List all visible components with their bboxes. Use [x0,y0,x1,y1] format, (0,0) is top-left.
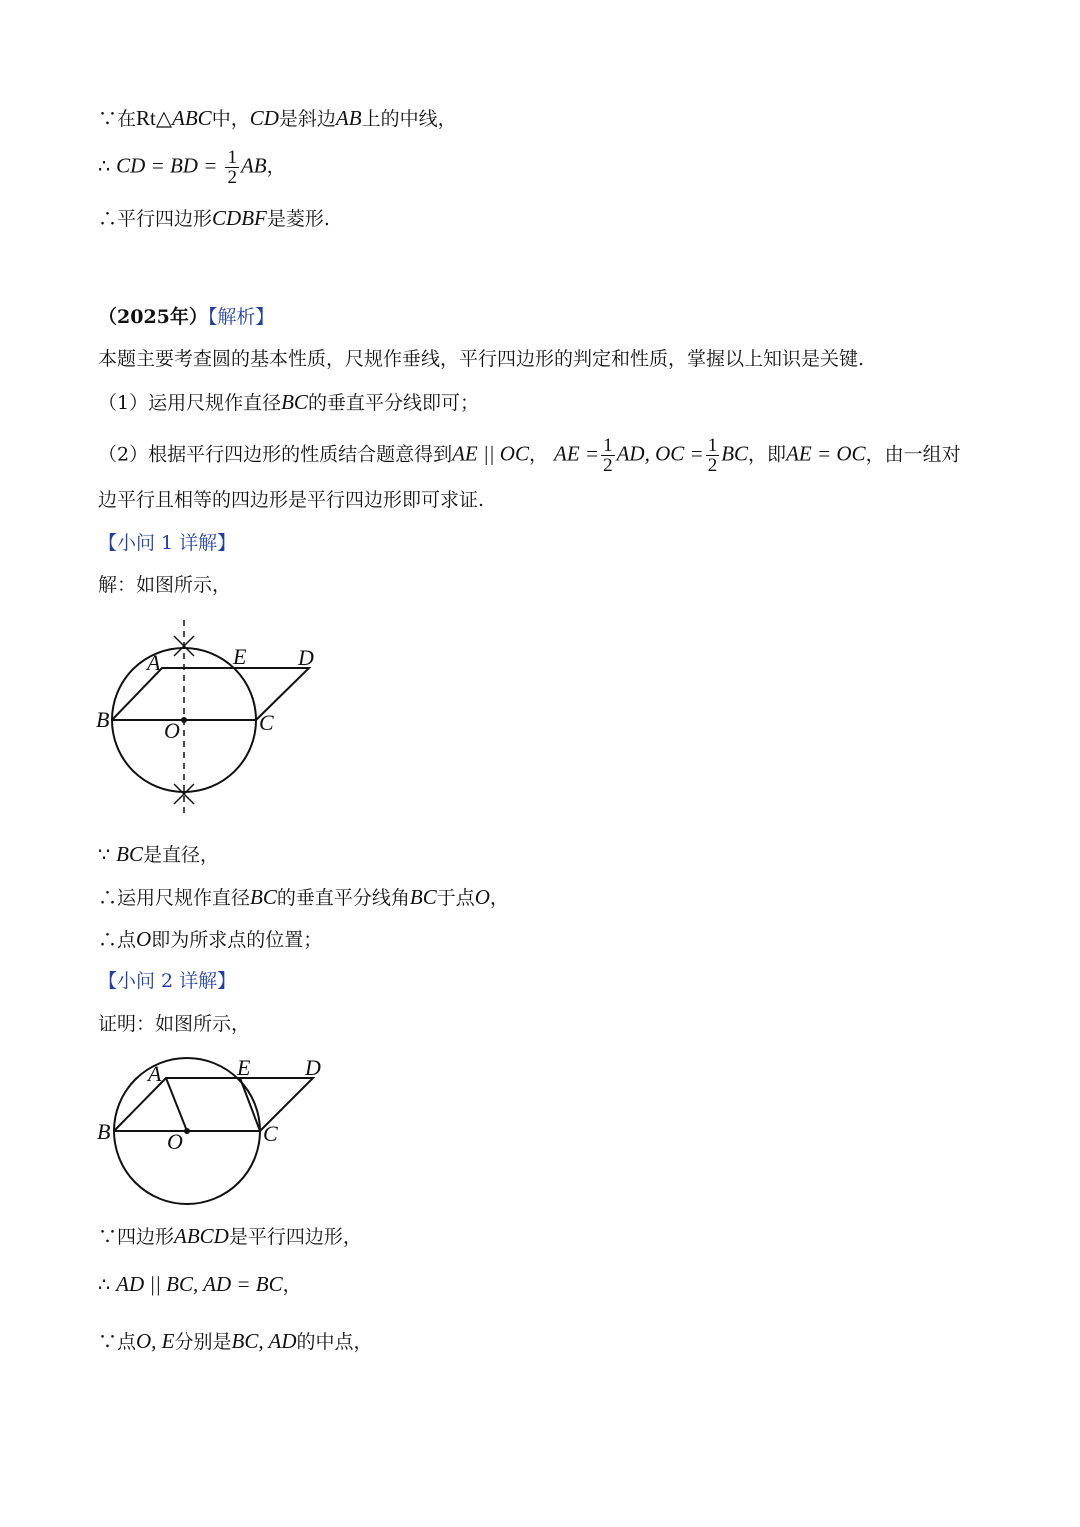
denominator: 2 [707,455,718,476]
math: BC [116,842,143,866]
math: BC [250,885,277,909]
label-d: D [298,645,314,670]
text: ∴点 [98,929,137,951]
math: BC [721,441,749,466]
math: AE || OC [452,441,529,466]
math: BC [409,885,437,909]
figure-2-diagram [90,1048,335,1213]
math: AD, OC = [616,441,704,466]
label-o: O [167,1129,183,1154]
parallelogram-abcd [114,1078,313,1131]
math: BC [281,390,308,414]
step-5 [98,1270,302,1299]
label-c: C [263,1121,278,1146]
text: 上的中线， [361,108,457,130]
math: BC, AD [231,1329,297,1353]
part-1-hint [98,388,479,417]
label-o: O [164,718,180,743]
text: 边平行且相等的四边形是平行四边形即可求证. [98,489,485,511]
figure-1-diagram [90,610,330,830]
text: 解：如图所示， [98,574,232,596]
text: ∴平行四边形 [98,208,213,230]
math: Rt△ [136,106,173,130]
fraction [706,436,720,475]
math: AD || BC, AD = BC [116,1272,283,1296]
math: O [136,927,152,951]
text: 证明：如图所示， [98,1013,251,1035]
analysis-tag: 【解析】 [207,306,275,328]
question-2-tag [98,967,236,995]
text: 于点 [436,887,475,909]
text: ∴运用尺规作直径 [98,887,251,909]
math: O, E [136,1329,175,1353]
text: ， [282,1274,302,1296]
point-o [184,1128,190,1134]
label-b: B [96,707,110,732]
therefore-symbol: ∴ [98,1274,111,1296]
intro-text [98,345,864,373]
fraction [225,148,239,187]
label-a: A [147,650,161,675]
text: ，即 [748,443,787,466]
denominator: 2 [227,167,237,188]
label-e: E [237,1055,251,1080]
fraction [601,436,615,475]
numerator: 1 [603,435,613,456]
text: 【小问 1 详解】 [98,532,237,554]
section-year: （2025年） [98,306,208,328]
segment-ec [240,1078,260,1131]
step-4 [98,1222,362,1251]
text: （2）根据平行四边形的性质结合题意得到 [98,443,453,466]
question-1-tag [98,529,236,557]
text: （1）运用尺规作直径 [98,392,282,414]
step-2 [98,883,509,912]
math: AE = OC [786,441,866,466]
text: 【小问 2 详解】 [98,970,237,992]
label-e: E [233,644,247,669]
math: O [474,885,490,909]
section-header [98,303,274,331]
step-1 [98,840,219,869]
text: 的垂直平分线即可； [307,392,479,414]
text: ∵四边形 [98,1226,175,1248]
segment-ao [166,1078,187,1131]
text: ， [528,443,548,466]
math: ABC [172,106,212,130]
denominator: 2 [603,455,613,476]
step-6 [98,1327,373,1356]
point-o [181,717,187,723]
proof-line-3 [98,204,330,233]
text: ∵在 [98,108,137,130]
math: CD [249,106,279,130]
math: CD = BD = [116,153,218,178]
text: 的垂直平分线角 [276,887,410,909]
text: ，由一组对 [865,443,961,466]
math: CDBF [212,206,267,230]
math: AE = [554,441,600,466]
label-d: D [305,1055,321,1080]
math: ABCD [174,1224,229,1248]
text: 中， [211,108,250,130]
part-2-hint [98,436,961,475]
numerator: 1 [707,435,718,456]
proof-line-2 [98,148,286,187]
question-2-proof [98,1010,250,1038]
because-symbol: ∵ [98,844,111,866]
text: 是直径， [142,844,219,866]
label-a: A [148,1061,162,1086]
text: 分别是 [174,1331,232,1353]
label-c: C [259,710,274,735]
text: ， [489,887,509,909]
numerator: 1 [227,147,237,168]
part-2-hint-cont [98,486,484,514]
text: 是平行四边形， [228,1226,362,1248]
text: 的中点， [296,1331,373,1353]
therefore-symbol: ∴ [98,155,111,178]
text: 是斜边 [278,108,336,130]
text: ， [266,155,286,178]
label-b: B [97,1119,111,1144]
proof-line-1 [98,104,457,133]
question-1-solution [98,571,231,599]
text: 本题主要考查圆的基本性质，尺规作垂线，平行四边形的判定和性质，掌握以上知识是关键. [98,348,865,370]
text: 即为所求点的位置； [151,929,323,951]
text: 是菱形. [266,208,330,230]
step-3 [98,925,322,954]
math: AB [335,106,362,130]
parallelogram-abcd [112,668,309,720]
text: ∵点 [98,1331,137,1353]
math: AB [240,153,267,178]
